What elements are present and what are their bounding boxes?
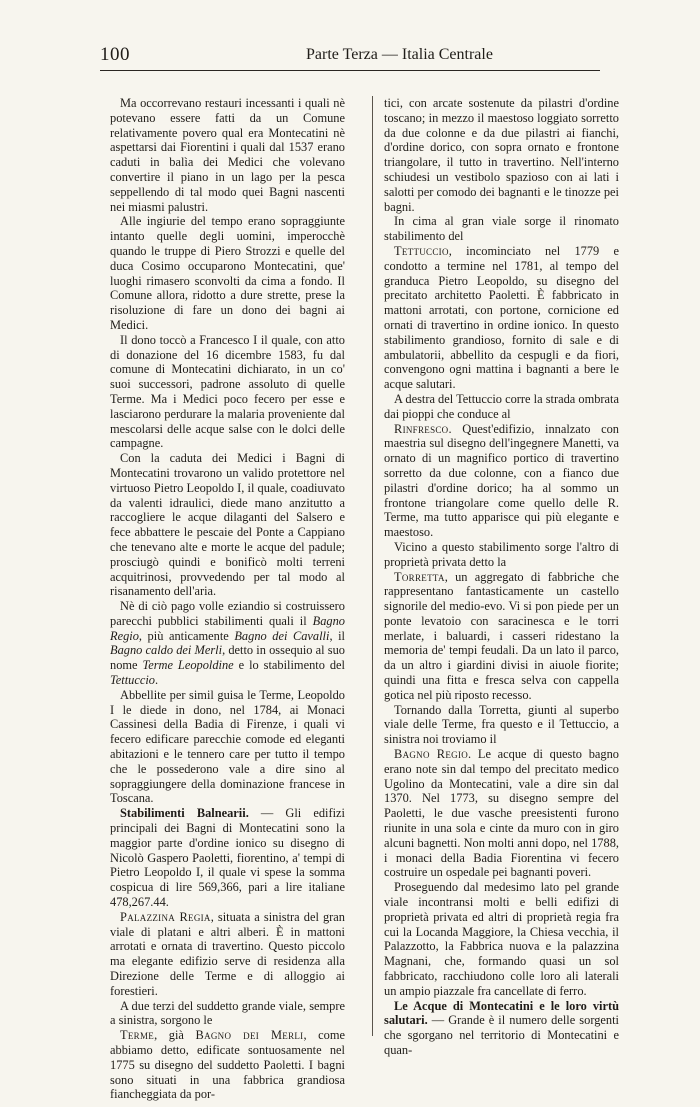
paragraph: In cima al gran viale sorge il rinomato stabilimento del (384, 214, 619, 244)
text-run: , situata a sinistra del gran viale di platani e altri alberi. È in mattoni arrotati e ornata di travertino. Questo piccolo ma elegante edifizio serve di residenza alla Direzione delle Terme e di alloggio ai forestieri. (110, 909, 345, 998)
text-run: , incominciato nel 1779 e condotto a termine nel 1781, al tempo del granduca Pietro Leopoldo, su disegno del precitato architetto Paoletti. È fabbricato in mattoni arrotati, con portone, cornicione ed ornati di travertino in ordine ionico. In questo stabilimento grandioso, fornito di sale e di ambulatorii, abbellito da cespugli e da fiori, convengono ogni mattina i bagnanti a bere le acque salutari. (384, 243, 619, 392)
paragraph: Con la caduta dei Medici i Bagni di Montecatini trovarono un valido protettore nel virtuoso Pietro Leopoldo I, il quale, coadiuvato da valenti idraulici, diede mano anzitutto a raccogliere le acque dilaganti del Salsero e fece abbattere le pescaie del Ponte a Cappiano che tenevano alte e morte le acque del padule; prosciugò quindi e bonificò molti terreni acquitrinosi, provvedendo per tal modo al risanamento dell'aria. (110, 451, 345, 599)
running-title: Parte Terza — Italia Centrale (306, 46, 493, 63)
paragraph (384, 422, 619, 540)
text-run: , il (329, 628, 345, 643)
paragraph: tici, con arcate sostenute da pilastri d'ordine toscano; in mezzo il maestoso loggiato sorretto da due colonne e da due pilastri ai fianchi, d'ordine dorico, con sopra ornato e frontone triangolare, il tutto in travertino. Nell'interno schiudesi un vestibolo spazioso con ai lati i salotti per comodo dei bagnanti e le tinozze pei bagni. (384, 96, 619, 214)
text-run: , detto in ossequio al suo nome (110, 643, 345, 673)
page-header (100, 44, 600, 68)
italic-name: Bagno caldo dei Merli (110, 643, 223, 658)
paragraph: Abbellite per simil guisa le Terme, Leopoldo I le diede in dono, nel 1784, ai Monaci Cassinesi della Badia di Firenze, i quali vi fecero edificare parecchie comode ed eleganti abitazioni e le tennero care per tutto il tempo che le possederono vale a dire sino al sopraggiungere della dominazione francese in Toscana. (110, 687, 345, 806)
italic-name: Terme Leopoldine (142, 658, 234, 673)
paragraph (384, 747, 619, 880)
text-run: , già (154, 1028, 196, 1043)
building-name: Tettuccio (394, 243, 449, 258)
paragraph: A due terzi del suddetto grande viale, sempre a sinistra, sorgono le (110, 998, 345, 1028)
text-run: , come abbiamo detto, edificate sontuosamente nel 1775 su disegno del suddetto Paoletti. I bagni sono situati in una fabbrica grandiosa fiancheggiata da por- (110, 1028, 346, 1102)
right-column (384, 96, 619, 1058)
italic-name: Bagno Regio (110, 613, 345, 643)
page-number: 100 (100, 44, 130, 65)
text-run: , più anticamente (138, 628, 235, 643)
italic-name: Tettuccio (110, 673, 155, 688)
text-run: — Gli edifizi principali dei Bagni di Montecatini sono la maggior parte d'ordine ionico su disegno di Nicolò Gaspero Paoletti, fiorentino, a' tempi di Pietro Leopoldo I, il quale vi spese la somma cospicua di lire 569,366, pari a lire italiane 478,267.44. (110, 806, 345, 910)
text-run: . Quest'edifizio, innalzato con maestria sul disegno dell'ingegnere Manetti, va ornato di un magnifico portico di travertino sorretto da due colonne, con a fianco due pilastri d'ordine dorico; ha al sommo un frontone triangolare come quello delle R. Terme, ma tutto apparisce qui più elegante e maestoso. (384, 421, 619, 540)
text-run: e lo stabilimento del (233, 658, 345, 673)
paragraph (110, 599, 345, 688)
paragraph (384, 244, 619, 392)
paragraph (110, 910, 345, 999)
paragraph: Il dono toccò a Francesco I il quale, con atto di donazione del 16 dicembre 1583, fu dal comune di Montecatini dichiarato, in un co' suoi successori, padrone assoluto di quelle Terme. Ma i Medici poco fecero per esse e lasciarono perdurare la malaria proveniente dal mescolarsi delle acque salse con le dolci delle campagne. (110, 332, 345, 451)
building-name: Bagno dei Merli (195, 1028, 304, 1043)
text-run: — Grande è il numero delle sorgenti che sgorgano nel territorio di Montecatini e quan- (384, 1013, 619, 1057)
paragraph (110, 1028, 345, 1102)
paragraph (110, 806, 345, 910)
paragraph: A destra del Tettuccio corre la strada ombrata dai pioppi che conduce al (384, 391, 619, 421)
paragraph: Alle ingiurie del tempo erano sopraggiunte intanto quelle degli uomini, imperocchè quando le truppe di Piero Strozzi e quelle del duca Cosimo occuparono Montecatini, que' luoghi rimasero sconvolti da cima a fondo. Il Comune allora, ridotto a dure strette, prese la risoluzione di fare un dono dei bagni ai Medici. (110, 214, 345, 332)
paragraph: Tornando dalla Torretta, giunti al superbo viale delle Terme, fra questo e il Tettuccio, a sinistra noi troviamo il (384, 702, 619, 747)
building-name: Rinfresco (394, 421, 449, 436)
text-run: Nè di ciò pago volle eziandio si costruissero parecchi pubblici stabilimenti quali il (110, 599, 345, 628)
header-rule (100, 70, 600, 71)
left-column (110, 96, 345, 1102)
building-name: Palazzina Regia (120, 909, 211, 924)
column-divider (372, 96, 373, 1036)
section-heading: Stabilimenti Balnearii. (120, 806, 249, 821)
text-run: . (154, 673, 159, 688)
building-name: Terme (120, 1028, 155, 1043)
section-heading: Le Acque di Montecatini e le loro virtù salutari. (384, 998, 619, 1028)
paragraph (384, 570, 619, 703)
paragraph: Proseguendo dal medesimo lato pel grande viale incontransi molti e belli edifizi di proprietà privata ed altri di proprietà regia fra cui la Locanda Maggiore, la Chiesa vecchia, il Palazzotto, la Fabbrica nuova e la palazzina Magnani, che, formando quasi un sol fabbricato, racchiudono colle loro ali laterali un ampio piazzale fra cancellate di ferro. (384, 880, 619, 998)
paragraph: Vicino a questo stabilimento sorge l'altro di proprietà privata detto la (384, 539, 619, 569)
paragraph (384, 999, 619, 1058)
building-name: Bagno Regio (394, 747, 469, 762)
text-run: . Le acque di questo bagno erano note sin dal tempo del precitato medico Ugolino da Montecatini, vale a dire sin dal 1370. Nel 1773, su disegno sempre del Paoletti, le due vasche preesistenti furono riunite in una sola e cinte da muro con in giro alcuni bagnetti. Non molti anni dopo, nel 1788, i monaci della Badia Fiorentina vi fecero costruire un ospedale pei bagnanti poveri. (384, 747, 619, 880)
italic-name: Bagno dei Cavalli (234, 628, 330, 643)
paragraph: Ma occorrevano restauri incessanti i quali nè potevano essere fatti da un Comune relativamente povero qual era Montecatini nè aspettarsi dai Fiorentini i quali dal 1537 erano caduti in balìa dei Medici che volevano convertire il piano in un lago per la pesca seppellendo di tal modo quei Bagni nascenti nei miasmi palustri. (110, 96, 345, 214)
text-run: , un aggregato di fabbriche che rappresentano fantasticamente un castello signorile del medio-evo. Vi si pon piede per un ponte levatoio con saracinesca e le torri merlate, i baluardi, i casseri ridestano la memoria de' tempi feudali. Da un lato il parco, da un altro i giardini divisi in aiuole fiorite; quindi una fitta e fresca selva con cappella gotica nel più riposto recesso. (384, 569, 619, 702)
building-name: Torretta (394, 569, 445, 584)
